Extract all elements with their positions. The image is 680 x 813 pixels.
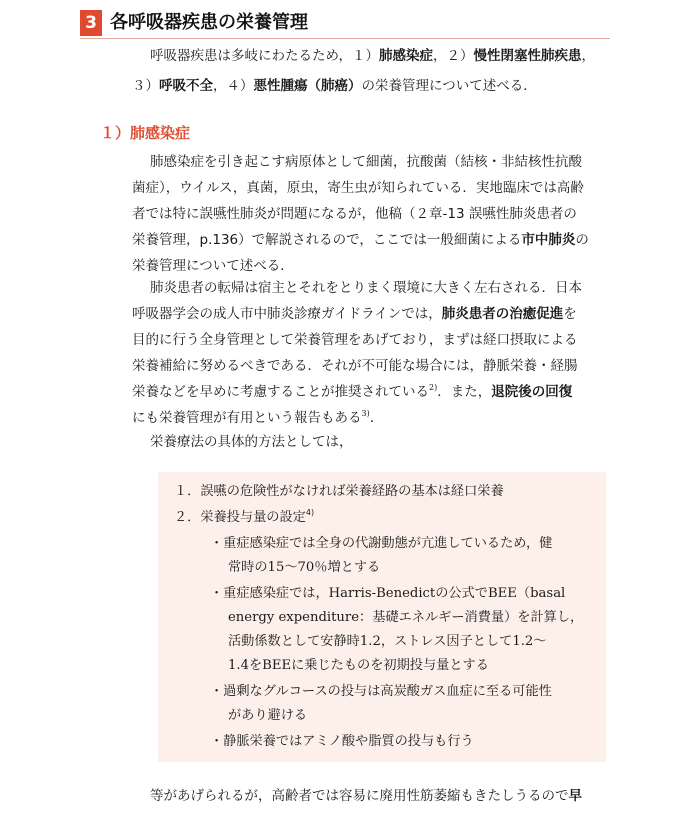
para1-line-1: 肺感染症を引き起こす病原体として細菌，抗酸菌（結核・非結核性抗酸 — [150, 154, 582, 170]
para2-line-5: 栄養などを早めに考慮することが推奨されている$^{2)}$．また，退院後の回復 — [132, 383, 573, 400]
intro-line-2: ３）呼吸不全，４）悪性腫瘍（肺癌）の栄養管理について述べる． — [132, 78, 537, 94]
para2-line-3: 目的に行う全身管理として栄養管理をあげており，まずは経口摂取による — [132, 332, 578, 348]
para2-line-4: 栄養補給に努めるべきである．それが不可能な場合には，静脈栄養・経腸 — [132, 358, 578, 374]
intro-line-1: 呼吸器疾患は多岐にわたるため，１）肺感染症，２）慢性閉塞性肺疾患， — [150, 48, 595, 64]
para1-line-5: 栄養管理について述べる． — [132, 258, 294, 274]
section-title: 各呼吸器疾患の栄養管理 — [110, 12, 308, 33]
method-box — [158, 472, 606, 762]
keyword: 退院後の回復 — [491, 384, 573, 400]
keyword: 悪性腫瘍（肺癌） — [253, 78, 362, 94]
para2-line-6: にも栄養管理が有用という報告もある$^{3)}$． — [132, 409, 384, 426]
cross-reference: ２章-13 誤嚥性肺炎患者の — [415, 206, 577, 222]
para1-line-2: 菌症），ウイルス，真菌，原虫，寄生虫が知られている．実地臨床では高齢 — [132, 180, 584, 196]
para2-line-2: 呼吸器学会の成人市中肺炎診療ガイドラインでは，肺炎患者の治癒促進を — [132, 306, 577, 322]
box-bullet-4-line-1: ・静脈栄養ではアミノ酸や脂質の投与も行う — [210, 734, 474, 749]
reference-mark: 2) — [429, 383, 438, 392]
box-bullet-3-line-2: があり避ける — [228, 708, 308, 723]
box-bullet-1-line-2: 常時の15～70％増とする — [228, 560, 381, 575]
section-heading — [80, 8, 610, 39]
para3-line-1: 栄養療法の具体的方法としては， — [150, 434, 353, 450]
box-bullet-2-line-2: energy expenditure：基礎エネルギー消費量）を計算し， — [228, 610, 584, 625]
box-bullet-2-line-3: 活動係数として安静時1.2，ストレス因子として1.2～ — [228, 634, 547, 649]
keyword: 市中肺炎 — [521, 232, 576, 248]
keyword: 慢性閉塞性肺疾患 — [473, 48, 582, 64]
para2-line-1: 肺炎患者の転帰は宿主とそれをとりまく環境に大きく左右される．日本 — [150, 280, 582, 296]
box-item-2: ２．栄養投与量の設定$^{4)}$ — [174, 508, 315, 525]
subsection-title: １）肺感染症 — [100, 124, 191, 142]
section-number-badge: 3 — [80, 10, 102, 36]
reference-mark: 3) — [361, 409, 370, 418]
box-bullet-1-line-1: ・重症感染症では全身の代謝動態が亢進しているため，健 — [210, 536, 553, 551]
keyword: 早 — [568, 788, 582, 804]
box-bullet-3-line-1: ・過剰なグルコースの投与は高炭酸ガス血症に至る可能性 — [210, 684, 552, 699]
box-item-1: １．誤嚥の危険性がなければ栄養経路の基本は経口栄養 — [174, 484, 504, 499]
keyword: 肺炎患者の治癒促進 — [441, 306, 564, 322]
keyword: 肺感染症 — [378, 48, 433, 64]
box-bullet-2-line-1: ・重症感染症では，Harris-Benedictの公式でBEE（basal — [210, 586, 566, 601]
box-bullet-2-line-4: 1.4をBEEに乗じたものを初期投与量とする — [228, 658, 489, 673]
para1-line-3: 者では特に誤嚥性肺炎が問題になるが，他稿（２章-13 誤嚥性肺炎患者の — [132, 206, 577, 222]
closing-line-1: 等があげられるが，高齢者では容易に廃用性筋萎縮もきたしうるので早 — [150, 788, 582, 804]
keyword: 呼吸不全 — [159, 78, 213, 94]
reference-mark: 4) — [305, 508, 315, 517]
para1-line-4: 栄養管理，p.136）で解説されるので，ここでは一般細菌による市中肺炎の — [132, 232, 589, 248]
cross-reference: 栄養管理，p.136 — [132, 232, 239, 248]
